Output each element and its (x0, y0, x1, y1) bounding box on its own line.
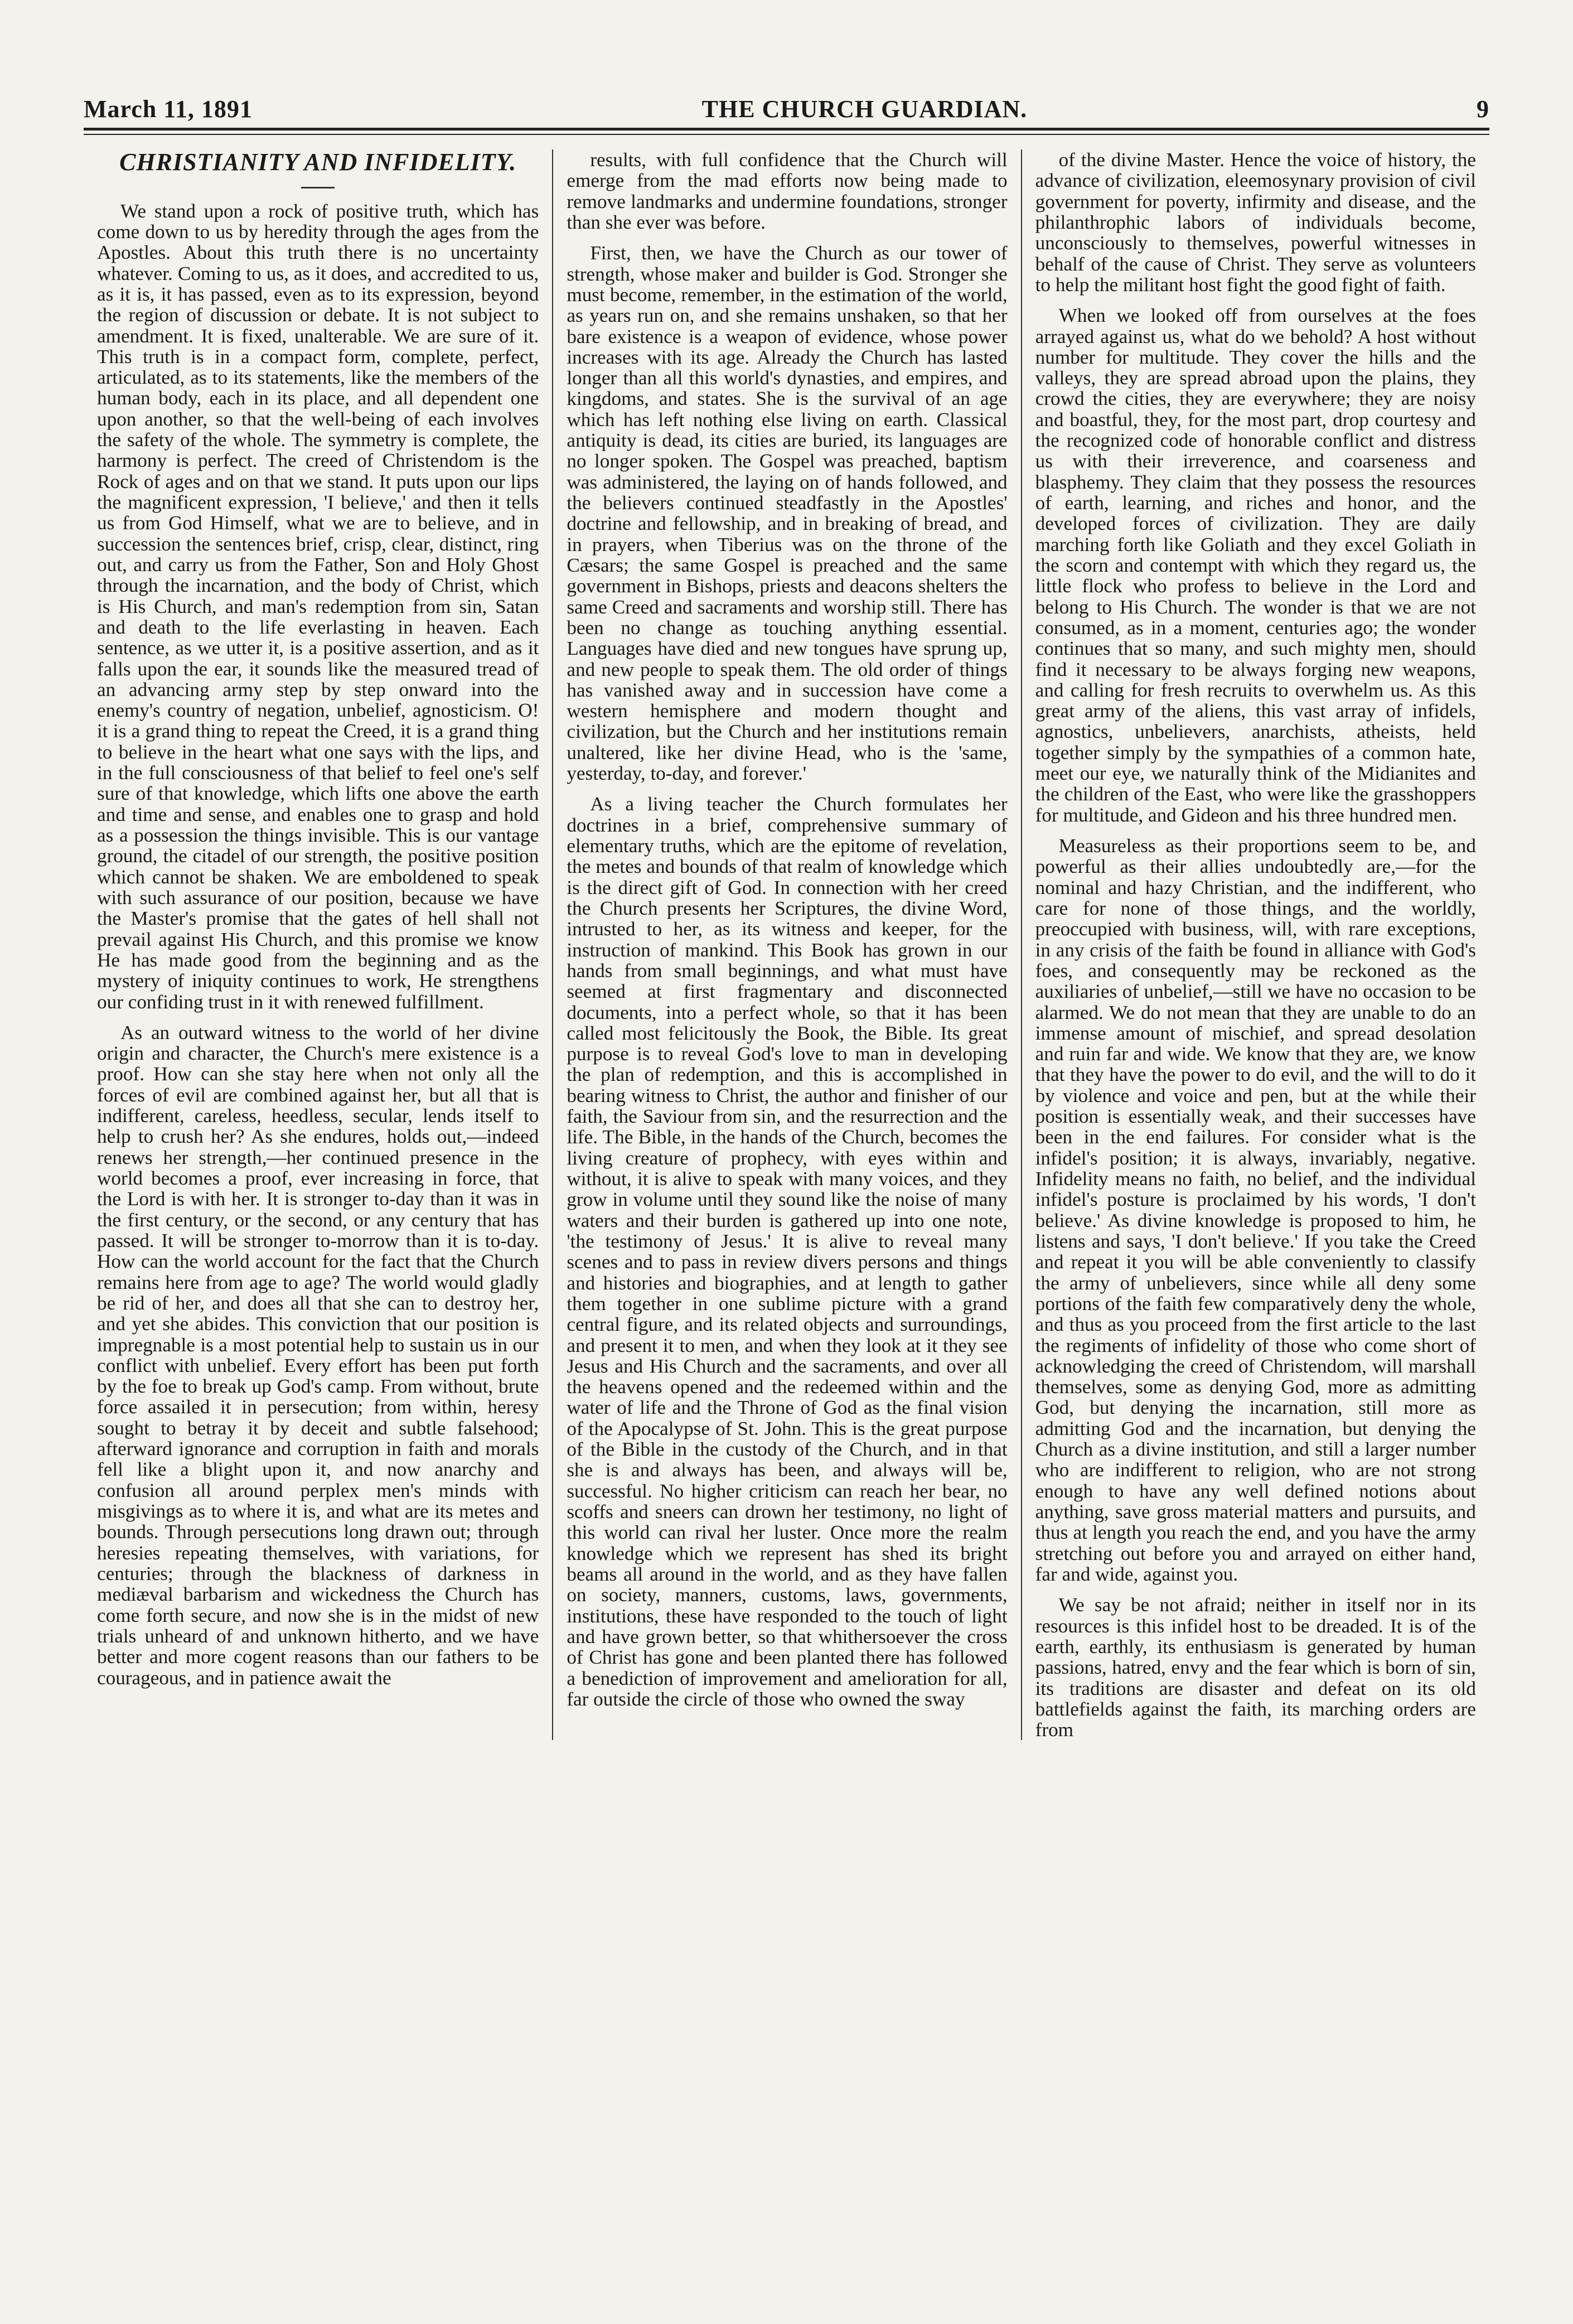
column-1 (84, 149, 552, 1740)
column-3 (1021, 149, 1489, 1740)
masthead-rule (84, 128, 1489, 135)
masthead (84, 95, 1489, 128)
paragraph: We say be not afraid; neither in itself nor in its resources is this infidel host to be dreaded. It is of the earth, earthly, its enthusiasm is generated by human passions, hatred, envy and the fear which is born of sin, its traditions are disaster and defeat on its old battlefields against the faith, its marching orders are from (1035, 1594, 1476, 1741)
page-number: 9 (1476, 95, 1489, 123)
paragraph: First, then, we have the Church as our tower of strength, whose maker and builder is God. Stronger she must become, remember, in the estimation of the world, as years run on, and she remains unshaken, so that her bare existence is a weapon of evidence, whose power increases with its age. Already the Church has lasted longer than all this world's dynasties, and empires, and kingdoms, and states. She is the survival of an age which has left nothing else living on earth. Classical antiquity is dead, its cities are buried, its languages are no longer spoken. The Gospel was preached, baptism was administered, the laying on of hands followed, and the believers continued steadfastly in the Apostles' doctrine and fellowship, and in breaking of bread, and in prayers, when Tiberius was on the throne of the Cæsars; the same Gospel is preached and the same government in Bishops, priests and deacons shelters the same Creed and sacraments and worship still. There has been no change as touching anything essential. Languages have died and new tongues have sprung up, and new people to speak them. The old order of things has vanished away and in succession have come a western hemisphere and modern thought and civilization, but the Church and her institutions remain unaltered, like her divine Head, who is the 'same, yesterday, to-day, and forever.' (567, 242, 1008, 785)
newspaper-title: THE CHURCH GUARDIAN. (701, 95, 1028, 123)
issue-date: March 11, 1891 (84, 95, 253, 123)
paragraph: We stand upon a rock of positive truth, which has come down to us by heredity through the ages from the Apostles. About this truth there is no uncertainty whatever. Coming to us, as it does, and accredited to us, as it is, it has passed, even as to its expression, beyond the region of discussion or debate. It is not subject to amendment. It is fixed, unalterable. We are sure of it. This truth is in a compact form, complete, perfect, articulated, as to its statements, like the members of the human body, each in its place, and all dependent one upon another, so that the well-being of each involves the safety of the whole. The symmetry is complete, the harmony is perfect. The creed of Christendom is the Rock of ages and on that we stand. It puts upon our lips the magnificent expression, 'I believe,' and then it tells us from God Himself, what we are to believe, and in succession the sentences brief, crisp, clear, distinct, ring out, and carry us from the Father, Son and Holy Ghost through the incarnation, and the body of Christ, which is His Church, and man's redemption from sin, Satan and death to the life everlasting in heaven. Each sentence, as we utter it, is a positive assertion, and as it falls upon the ear, it sounds like the measured tread of an advancing army step by step onward into the enemy's country of negation, unbelief, agnosticism. O! it is a grand thing to repeat the Creed, it is a grand thing to believe in the heart what one says with the lips, and in the full consciousness of that belief to feel one's self sure of that knowledge, which lifts one above the earth and time and sense, and enables one to grasp and hold as a possession the things invisible. This is our vantage ground, the citadel of our strength, the positive position which cannot be shaken. We are emboldened to speak with such assurance of our position, because we have the Master's promise that the gates of hell shall not prevail against His Church, and this promise we know He has made good from the beginning and as the mystery of iniquity continues to work, He strengthens our confiding trust in it with renewed fulfillment. (97, 200, 539, 1013)
title-divider (301, 187, 335, 189)
paragraph: results, with full confidence that the Church will emerge from the mad efforts now being made to remove landmarks and undermine foundations, stronger than she ever was before. (567, 149, 1008, 233)
paragraph: As a living teacher the Church formulates her doctrines in a brief, comprehensive summary of elementary truths, which are the epitome of revelation, the metes and bounds of that realm of knowledge which is the direct gift of God. In connection with her creed the Church presents her Scriptures, the divine Word, intrusted to her, as its witness and keeper, for the instruction of mankind. This Book has grown in our hands from small beginnings, and what must have seemed at first fragmentary and disconnected documents, into a perfect whole, so that it has been called most felicitously the Book, the Bible. Its great purpose is to reveal God's love to man in developing the plan of redemption, and this is accomplished in bearing witness to Christ, the author and finisher of our faith, the Saviour from sin, and the resurrection and the life. The Bible, in the hands of the Church, becomes the living creature of prophecy, with eyes within and without, it is alive to speak with many voices, and they grow in volume until they sound like the noise of many waters and their burden is gathered up into one note, 'the testimony of Jesus.' It is alive to reveal many scenes and to pass in review divers persons and things and histories and biographies, and at length to gather them together in one sublime picture with a grand central figure, and its related objects and surroundings, and present it to men, and when they look at it they see Jesus and His Church and the sacraments, and over all the heavens opened and the redeemed within and the water of life and the Throne of God as the final vision of the Apocalypse of St. John. This is the great purpose of the Bible in the custody of the Church, and in that she is and always has been, and always will be, successful. No higher criticism can reach her bear, no scoffs and sneers can drown her testimony, no light of this world can rival her luster. Once more the realm knowledge which we represent has shed its bright beams all around in the world, and as they have fallen on society, manners, customs, laws, governments, institutions, these have responded to the touch of light and have grown better, so that whithersoever the cross of Christ has gone and been planted there has followed a benediction of improvement and amelioration for all, far outside the circle of those who owned the sway (567, 793, 1008, 1710)
paragraph: When we looked off from ourselves at the foes arrayed against us, what do we behold? A host without number for multitude. They cover the hills and the valleys, they are spread abroad upon the plains, they crowd the cities, they are everywhere; they are noisy and boastful, they, for the most part, drop courtesy and the recognized code of honorable conflict and distress us with their irreverence, and coarseness and blasphemy. They claim that they possess the resources of earth, learning, and riches and honor, and the developed forces of civilization. They are daily marching forth like Goliath and they excel Goliath in the scorn and contempt with which they regard us, the little flock who profess to believe in the Lord and belong to His Church. The wonder is that we are not consumed, as in a moment, centuries ago; the wonder continues that so many, and such mighty men, should find it necessary to be always forging new weapons, and calling for fresh recruits to overwhelm us. As this great army of the aliens, this vast array of infidels, agnostics, unbelievers, anarchists, atheists, held together simply by the sympathies of a common hate, meet our eye, we naturally think of the Midianites and the children of the East, who were like the grasshoppers for multitude, and Gideon and his three hundred men. (1035, 305, 1476, 826)
column-2 (552, 149, 1020, 1740)
paragraph: of the divine Master. Hence the voice of history, the advance of civilization, eleemosynary provision of civil government for poverty, infirmity and disease, and the philanthrophic labors of individuals become, unconsciously to themselves, powerful witnesses in behalf of the cause of Christ. They serve as volunteers to help the militant host fight the good fight of faith. (1035, 149, 1476, 296)
article-title: CHRISTIANITY AND INFIDELITY. (119, 148, 517, 176)
article-columns (84, 149, 1489, 1740)
paragraph: As an outward witness to the world of her divine origin and character, the Church's mere existence is a proof. How can she stay here when not only all the forces of evil are combined against her, but all that is indifferent, careless, heedless, secular, lends itself to help to crush her? As she endures, holds out,—indeed renews her strength,—her continued presence in the world becomes a proof, ever increasing in force, that the Lord is with her. It is stronger to-day than it was in the first century, or the second, or any century that has passed. It will be stronger to-morrow than it is to-day. How can the world account for the fact that the Church remains here from age to age? The world would gladly be rid of her, and does all that she can to destroy her, and yet she abides. This conviction that our position is impregnable is a most potential help to sustain us in our conflict with unbelief. Every effort has been put forth by the foe to break up God's camp. From without, brute force assailed it in persecution; from within, heresy sought to betray it by deceit and subtle falsehood; afterward ignorance and corruption in faith and morals fell like a blight upon it, and now anarchy and confusion all around perplex men's minds with misgivings as to where it is, and what are its metes and bounds. Through persecutions long drawn out; through heresies repeating themselves, with variations, for centuries; through the blackness of darkness in mediæval barbarism and wickedness the Church has come forth secure, and now she is in the midst of new trials unheard of and unknown hitherto, and we have better and more cogent reasons than our fathers to be courageous, and in patience await the (97, 1021, 539, 1689)
paragraph: Measureless as their proportions seem to be, and powerful as their allies undoubtedly are,—for the nominal and hazy Christian, and the indifferent, who care for none of those things, and the worldly, preoccupied with business, will, with rare exceptions, in any crisis of the faith be found in alliance with God's foes, and consequently may be reckoned as the auxiliaries of unbelief,—still we have no occasion to be alarmed. We do not mean that they are unable to do an immense amount of mischief, and spread desolation and ruin far and wide. We know that they are, we know that they have the power to do evil, and the will to do it by violence and voice and pen, but at the while their position is essentially weak, and their successes have been in the end failures. For consider what is the infidel's position; it is always, invariably, negative. Infidelity means no faith, no belief, and the individual infidel's posture is proclaimed by his words, 'I don't believe.' As divine knowledge is proposed to him, he listens and says, 'I don't believe.' If you take the Creed and repeat it you will be able conveniently to classify the army of unbelievers, since while all deny some portions of the faith few comparatively deny the whole, and thus as you proceed from the first article to the last the regiments of infidelity of those who come short of acknowledging the creed of Christendom, will marshall themselves, some as denying God, more as admitting God, but denying the incarnation, still more as admitting God and the incarnation, but denying the Church as a divine institution, and still a larger number who are indifferent to religion, who are not strong enough to have any well defined notions about anything, save gross material matters and pursuits, and thus at length you reach the end, and you have the army stretching out before you and arrayed on either hand, far and wide, against you. (1035, 835, 1476, 1585)
